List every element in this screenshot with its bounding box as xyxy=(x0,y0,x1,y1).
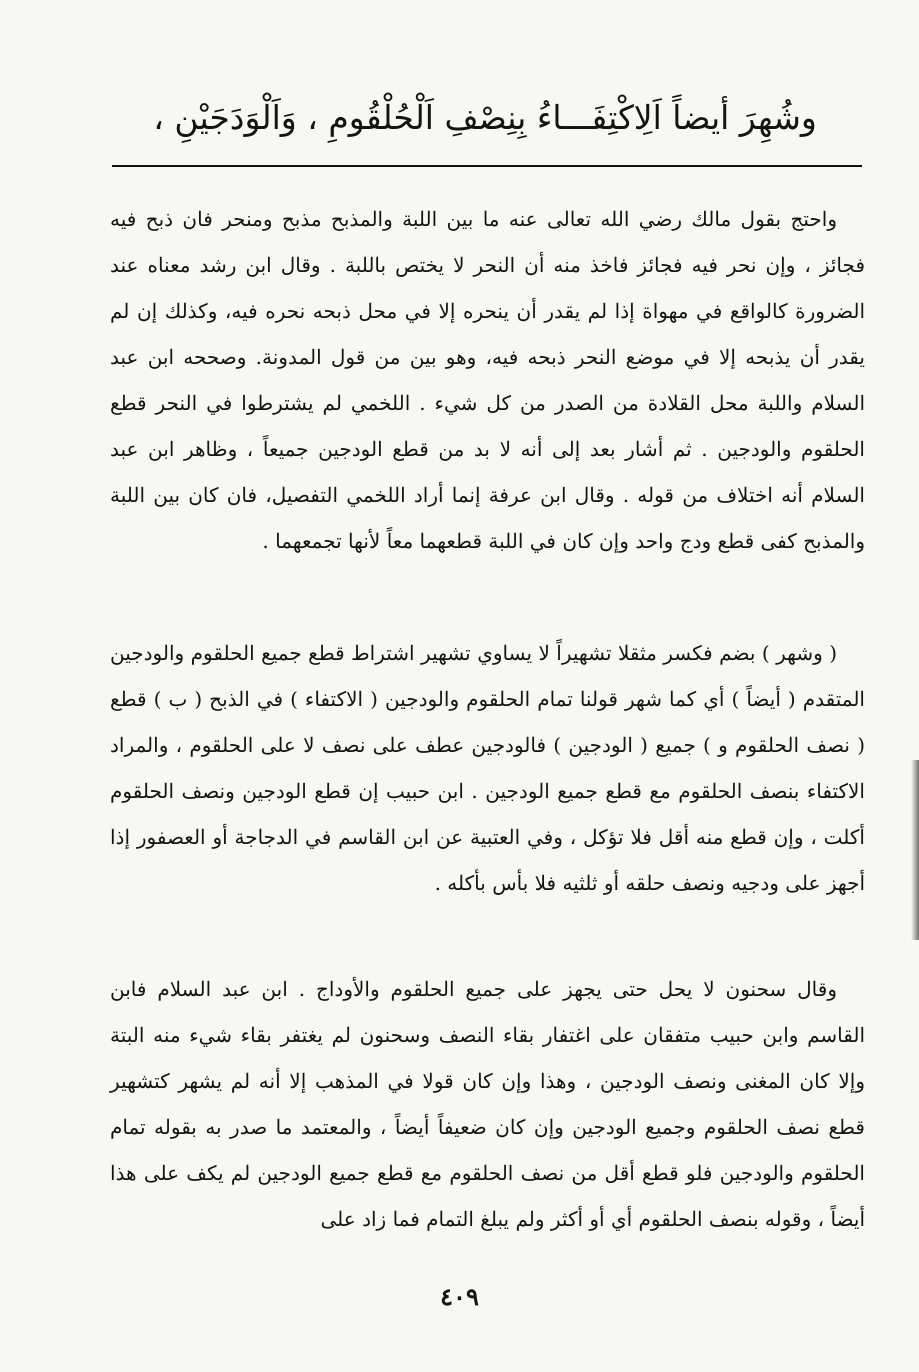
paragraph: وقال سحنون لا يحل حتى يجهز على جميع الحلقوم والأوداج . ابن عبد السلام فابن القاسم وابن حبيب متفقان على اغتفار بقاء النصف وسحنون لم يغتفر بقاء شيء منه البتة وإلا كان المغنى ونصف الودجين ، وهذا وإن كان قولا في المذهب إلا أنه لم يشهر كتشهير قطع نصف الحلقوم وجميع الودجين وإن كان ضعيفاً أيضاً ، والمعتمد ما صدر به بقوله تمام الحلقوم والودجين فلو قطع أقل من نصف الحلقوم مع قطع جميع الودجين لم يكف على هذا أيضاً ، وقوله بنصف الحلقوم أي أو أكثر ولم يبلغ التمام فما زاد على xyxy=(110,977,865,1231)
paragraph-block-2 xyxy=(110,630,865,906)
scan-edge-shadow xyxy=(911,760,919,940)
paragraph: ( وشهر ) بضم فكسر مثقلا تشهيراً لا يساوي تشهير اشتراط قطع جميع الحلقوم والودجين المتقدم ( أيضاً ) أي كما شهر قولنا تمام الحلقوم والودجين ( الاكتفاء ) في الذبح ( ب ) قطع ( نصف الحلقوم و ) جميع ( الودجين ) فالودجين عطف على نصف لا على الحلقوم ، والمراد الاكتفاء بنصف الحلقوم مع قطع جميع الودجين . ابن حبيب إن قطع الودجين ونصف الحلقوم أكلت ، وإن قطع منه أقل فلا تؤكل ، وفي العتبية عن ابن القاسم في الدجاجة أو العصفور إذا أجهز على ودجيه ونصف حلقه أو ثلثيه فلا بأس بأكله . xyxy=(110,641,865,895)
paragraph: واحتج بقول مالك رضي الله تعالى عنه ما بين اللبة والمذبح مذبح ومنحر فان ذبح فيه فجائز ، وإن نحر فيه فجائز فاخذ منه أن النحر لا يختص باللبة . وقال ابن رشد معناه عند الضرورة كالواقع في مهواة إذا لم يقدر أن ينحره إلا في محل ذبحه نحره فيه، وكذلك إن لم يقدر أن يذبحه إلا في موضع النحر ذبحه فيه، وهو بين من قول المدونة. وصححه ابن عبد السلام واللبة محل القلادة من الصدر من كل شيء . اللخمي لم يشترطوا في النحر قطع الحلقوم والودجين . ثم أشار بعد إلى أنه لا بد من قطع الودجين جميعاً ، وظاهر ابن عبد السلام أنه اختلاف من قوله . وقال ابن عرفة إنما أراد اللخمي التفصيل، فان كان بين اللبة والمذبح كفى قطع ودج واحد وإن كان في اللبة قطعهما معاً لأنها تجمعهما . xyxy=(110,207,866,553)
paragraph-block-1 xyxy=(110,196,865,564)
header-rule xyxy=(112,165,862,167)
header-title: وشُهِرَ أيضاً اَلِاكْتِفَـــاءُ بِنِصْفِ اَلْحُلْقُومِ ، وَاَلْوَدَجَيْنِ ، xyxy=(153,98,817,137)
paragraph-block-3 xyxy=(110,966,865,1242)
page-number: ٤٠٩ xyxy=(440,1282,479,1311)
